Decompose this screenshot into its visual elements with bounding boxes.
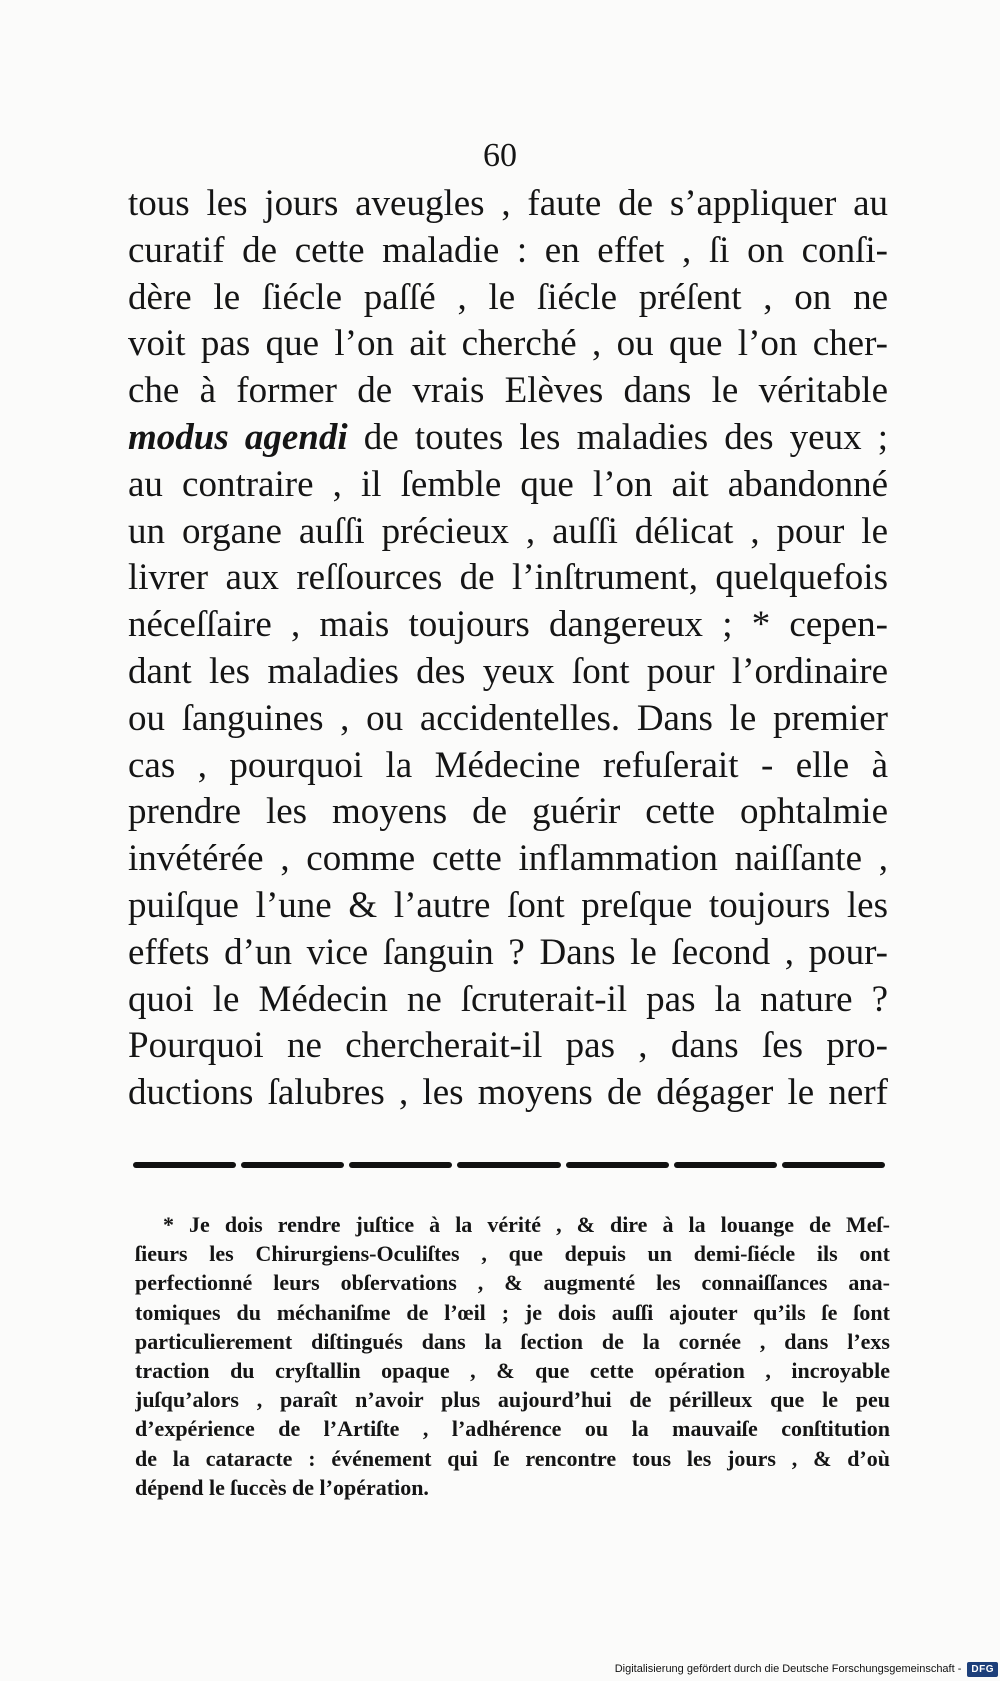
footnote-line: * Je dois rendre juſtice à la vérité , & dire à la louange de Meſ- (163, 1212, 890, 1237)
text-line: curatif de cette maladie : en effet , ſi on conſi- (128, 229, 888, 271)
footnote-line: traction du cryſtallin opaque , & que cette opération , incroyable (135, 1357, 890, 1383)
text-line: au contraire , il ſemble que l’on ait abandonné (128, 463, 888, 505)
text-line: invétérée , comme cette inflammation naiſſante , (128, 838, 888, 880)
text-line: cas , pourquoi la Médecine refuſerait - elle à (128, 744, 888, 786)
rule-segment (241, 1162, 344, 1168)
text-line: un organe auſſi précieux , auſſi délicat , pour le (128, 510, 888, 552)
text-line-italic (128, 415, 888, 462)
footnote-line: de la cataracte : événement qui ſe rencontre tous les jours , & d’où (135, 1445, 890, 1471)
text-line: che à former de vrais Elèves dans le véritable (128, 370, 888, 412)
text-line: dant les maladies des yeux ſont pour l’ordinaire (128, 650, 888, 692)
text-line: ductions ſalubres , les moyens de dégager le nerf (128, 1072, 888, 1114)
main-text-block (128, 181, 888, 1117)
text-line: dère le ſiécle paſſé , le ſiécle préſent , on ne (128, 276, 888, 318)
footnote-line: tomiques du méchaniſme de l’œil ; je dois auſſi ajouter qu’ils ſe ſont (135, 1299, 890, 1325)
page-number: 60 (483, 137, 517, 174)
text-line: ou ſanguines , ou accidentelles. Dans le premier (128, 697, 888, 739)
rule-segment (349, 1162, 452, 1168)
text-line: prendre les moyens de guérir cette ophtalmie (128, 791, 888, 833)
rule-segment (566, 1162, 669, 1168)
text-line: effets d’un vice ſanguin ? Dans le ſecond , pour- (128, 931, 888, 973)
credit-text: Digitalisierung gefördert durch die Deutsche Forschungsgemeinschaft - (614, 1663, 962, 1675)
footnote-block (135, 1210, 890, 1502)
text-line: néceſſaire , mais toujours dangereux ; * cepen- (128, 604, 888, 646)
footnote-line: ſieurs les Chirurgiens-Oculiſtes , que depuis un demi-ſiécle ils ont (135, 1241, 890, 1267)
text-line: livrer aux reſſources de l’inſtrument, quelquefois (128, 557, 888, 599)
footnote-line: d’expérience de l’Artiſte , l’adhérence ou la mauvaiſe conſtitution (135, 1416, 890, 1442)
text-line: voit pas que l’on ait cherché , ou que l’on cher- (128, 323, 888, 365)
footnote-line: juſqu’alors , paraît n’avoir plus aujourd’hui de périlleux que le peu (135, 1387, 890, 1413)
rule-segment (674, 1162, 777, 1168)
rule-segment (782, 1162, 885, 1168)
italic-phrase: modus agendi (128, 416, 348, 458)
digitization-credit (615, 1657, 1000, 1681)
footnote-line: dépend le ſuccès de l’opération. (135, 1474, 429, 1500)
dfg-logo: DFG (967, 1662, 998, 1677)
rule-segment (457, 1162, 560, 1168)
text-line: Pourquoi ne chercherait-il pas , dans ſes pro- (128, 1025, 888, 1067)
text-line: tous les jours aveugles , faute de s’appliquer au (128, 183, 888, 224)
footnote-separator-rule (133, 1161, 885, 1169)
text-line-rest: de toutes les maladies des yeux ; (347, 416, 888, 458)
footnote-line: perfectionné leurs obſervations , & augmenté les connaiſſances ana- (135, 1270, 890, 1296)
rule-segment (133, 1162, 236, 1168)
text-line: quoi le Médecin ne ſcruterait-il pas la nature ? (128, 978, 888, 1020)
footnote-line: particulierement diſtingués dans la ſection de la cornée , dans l’exs (135, 1328, 890, 1354)
text-line: puiſque l’une & l’autre ſont preſque toujours les (128, 884, 888, 926)
